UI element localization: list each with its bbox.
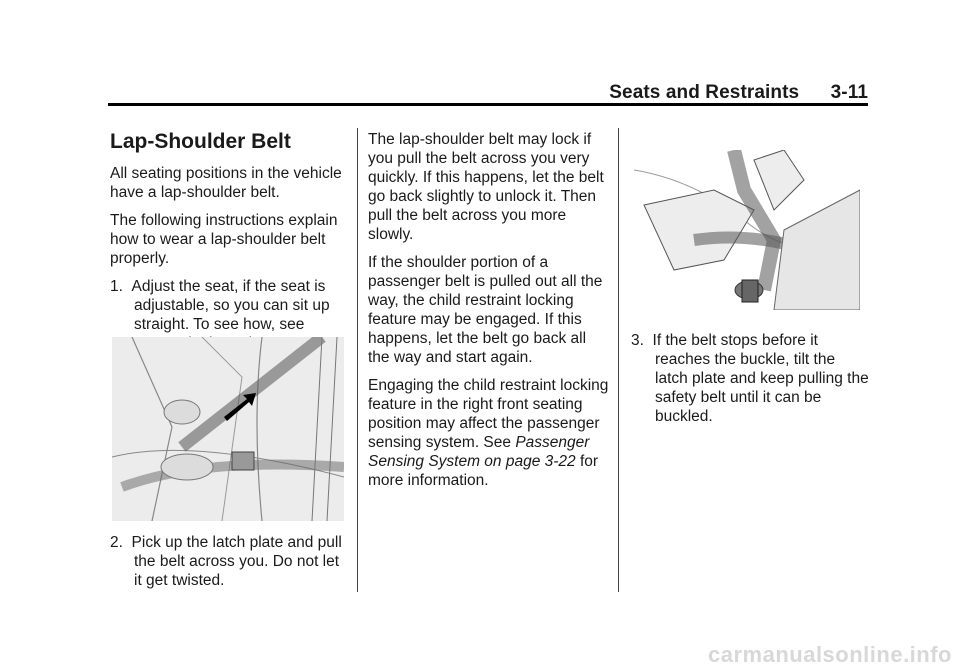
column-1 (110, 129, 346, 362)
column-1-lower (110, 533, 346, 599)
paragraph: The following instructions explain how to wear a lap-shoulder belt properly. (110, 212, 338, 267)
page-header (609, 82, 868, 104)
column-2 (368, 130, 610, 499)
column-divider (357, 128, 358, 592)
paragraph: If the shoulder portion of a passenger belt is pulled out all the way, the child restraint locking feature may be engaged. If this happens, let the belt go back all the way and start again. (368, 254, 603, 366)
buckle-illustration-drawing (634, 150, 860, 310)
paragraph: All seating positions in the vehicle have a lap-shoulder belt. (110, 165, 342, 201)
page-number: 3-11 (830, 82, 868, 103)
step-2: 2. Pick up the latch plate and pull the belt across you. Do not let it get twisted. (110, 534, 342, 589)
cross-reference-link[interactable]: Passenger Sensing System on page 3-22 (368, 434, 590, 470)
paragraph-text: for more information. (368, 453, 599, 489)
header-rule (108, 103, 868, 106)
illustration-buckle (634, 150, 860, 310)
step-1: 1. Adjust the seat, if the seat is adjustable, so you can sit up straight. To see how, see (110, 278, 330, 333)
column-3 (631, 331, 871, 435)
illustration-lap-belt (112, 337, 344, 521)
paragraph-text: Engaging the child restraint locking feature in the right front seating position may affect the passenger sensing system. See (368, 377, 609, 451)
paragraph: The lap-shoulder belt may lock if you pull the belt across you very quickly. If this happens, let the belt go back slightly to unlock it. Then pull the belt across you more slowly. (368, 131, 604, 243)
belt-illustration-drawing (112, 337, 344, 521)
paragraph (368, 376, 610, 490)
column-divider (618, 128, 619, 592)
step-3: 3. If the belt stops before it reaches the buckle, tilt the latch plate and keep pulling the safety belt until it can be buckled. (631, 332, 869, 425)
section-heading: Lap-Shoulder Belt (110, 130, 291, 153)
watermark: carmanualsonline.info (708, 642, 952, 667)
section-title: Seats and Restraints (609, 82, 800, 103)
